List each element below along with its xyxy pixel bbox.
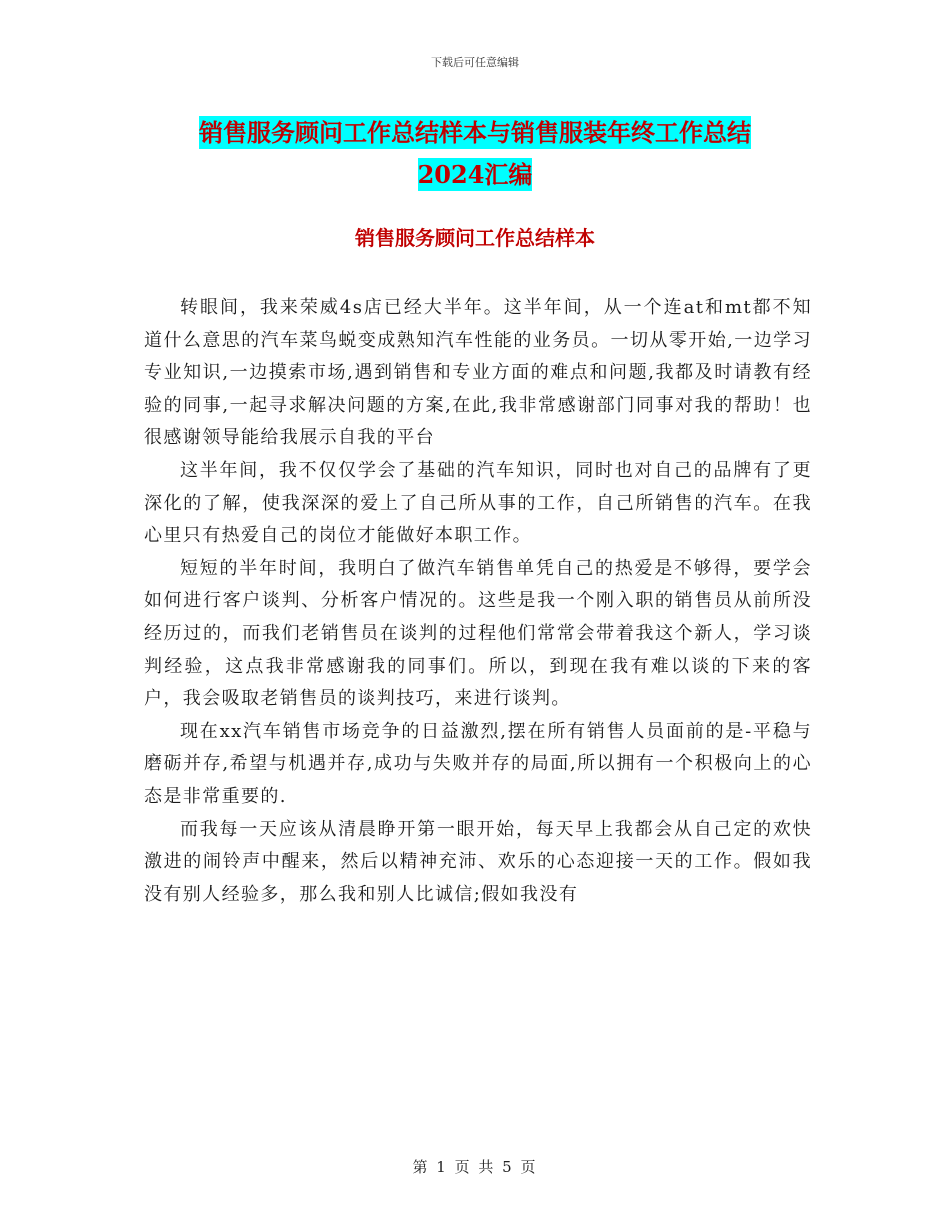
document-title-line2: 2024汇编 — [417, 160, 533, 189]
paragraph: 而我每一天应该从清晨睁开第一眼开始，每天早上我都会从自己定的欢快激进的闹铃声中醒来，然后以精神充沛、欢乐的心态迎接一天的工作。假如我没有别人经验多，那么我和别人比诚信;假如我没有 — [144, 818, 812, 905]
paragraph: 现在xx汽车销售市场竞争的日益激烈,摆在所有销售人员面前的是-平稳与磨砺并存,希望与机遇并存,成功与失败并存的局面,所以拥有一个积极向上的心态是非常重要的. — [144, 720, 812, 807]
paragraph: 短短的半年时间，我明白了做汽车销售单凭自己的热爱是不够得，要学会如何进行客户谈判、分析客户情况的。这些是我一个刚入职的销售员从前所没经历过的，而我们老销售员在谈判的过程他们常常会带着我这个新人，学习谈判经验，这点我非常感谢我的同事们。所以，到现在我有难以谈的下来的客户，我会吸取老销售员的谈判技巧，来进行谈判。 — [144, 557, 812, 710]
document-body — [144, 292, 812, 911]
section-title: 销售服务顾问工作总结样本 — [355, 226, 595, 250]
document-title-line1: 销售服务顾问工作总结样本与销售服装年终工作总结 — [199, 118, 751, 147]
paragraph: 这半年间，我不仅仅学会了基础的汽车知识，同时也对自己的品牌有了更深化的了解，使我深深的爱上了自己所从事的工作，自己所销售的汽车。在我心里只有热爱自己的岗位才能做好本职工作。 — [144, 459, 812, 547]
paragraph: 转眼间，我来荣威4s店已经大半年。这半年间，从一个连at和mt都不知道什么意思的汽车菜鸟蜕变成熟知汽车性能的业务员。一切从零开始,一边学习专业知识,一边摸索市场,遇到销售和专业方面的难点和问题,我都及时请教有经验的同事,一起寻求解决问题的方案,在此,我非常感谢部门同事对我的帮助！也很感谢领导能给我展示自我的平台 — [144, 297, 812, 449]
document-title — [150, 112, 800, 196]
header-note: 下载后可任意编辑 — [431, 56, 519, 69]
page-number-footer: 第 1 页 共 5 页 — [412, 1158, 538, 1176]
